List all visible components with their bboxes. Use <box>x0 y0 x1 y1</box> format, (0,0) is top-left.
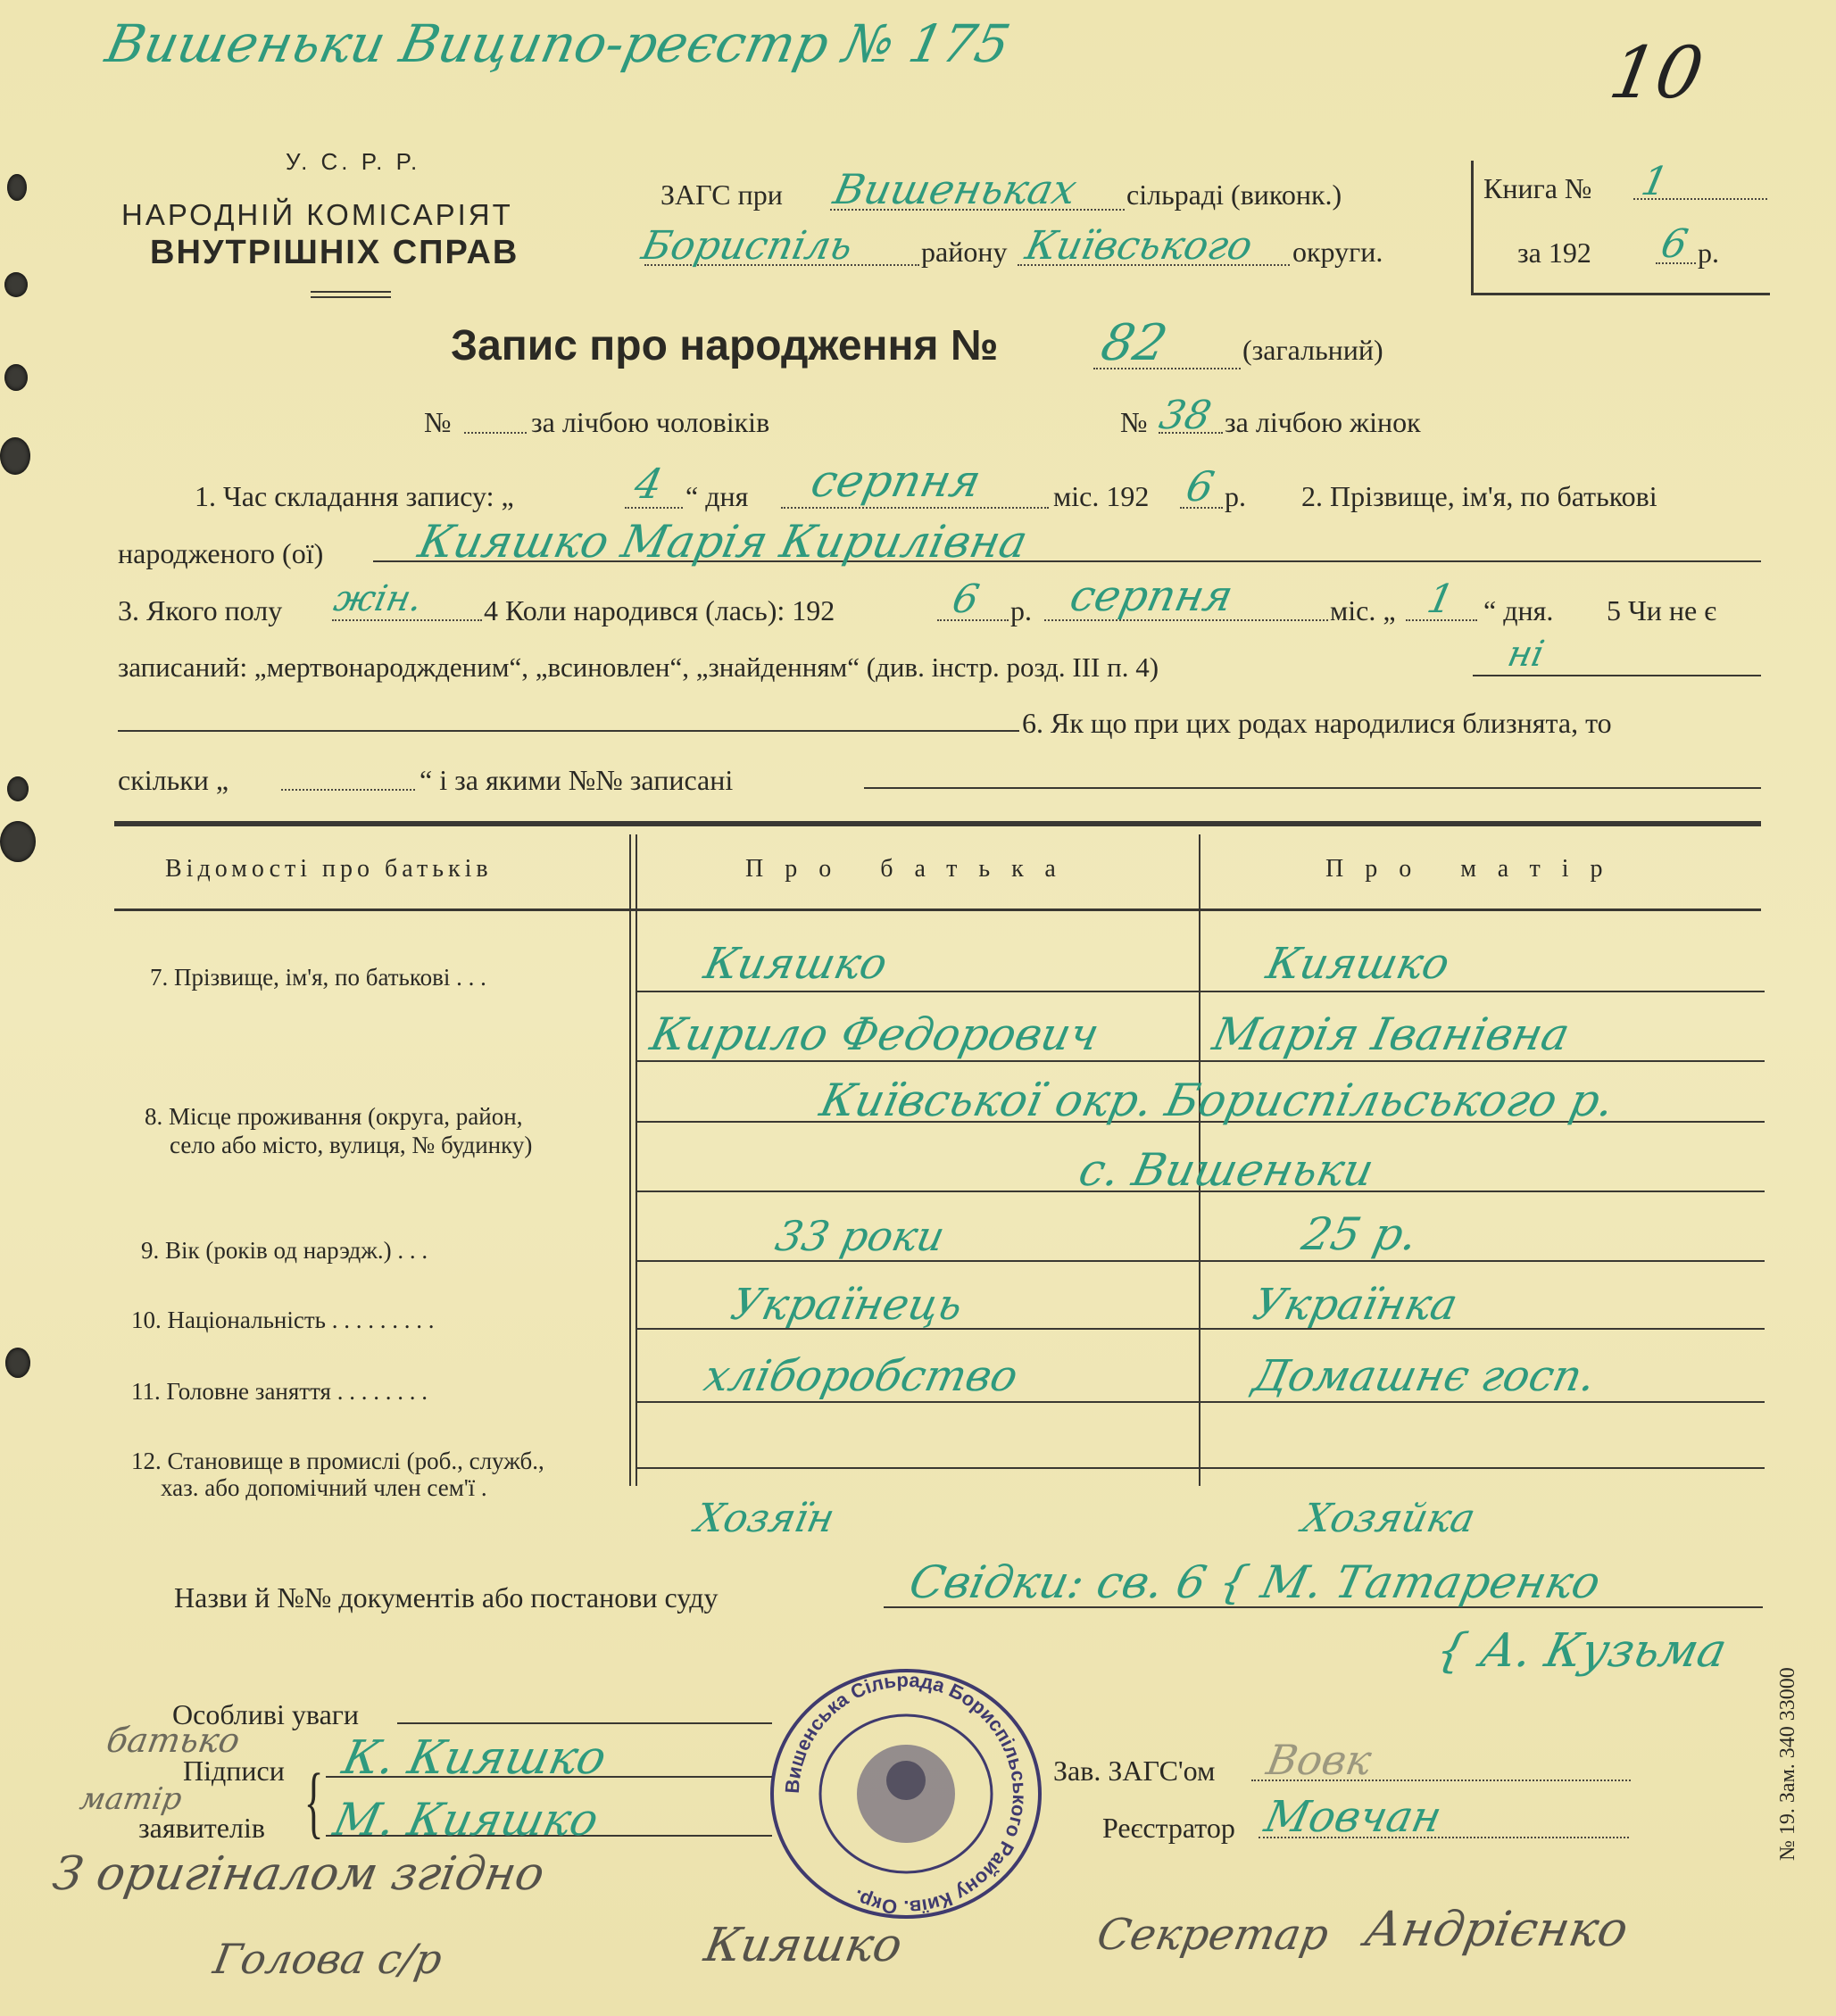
f4-day: 1 <box>1423 577 1458 622</box>
brace: { <box>303 1758 324 1846</box>
zags-village: Вишеньках <box>829 165 1082 213</box>
f6-label-cont2: “ і за якими №№ записані <box>420 764 734 796</box>
zags-head-label: Зав. ЗАГС'ом <box>1053 1755 1216 1787</box>
mother-surname: Кияшко <box>1262 939 1454 989</box>
male-counter-prefix: № <box>424 406 452 438</box>
f6-label-cont1: скільки „ <box>118 764 229 796</box>
f1-label: 1. Час складання запису: „ <box>195 480 514 512</box>
header-rule <box>311 291 391 293</box>
head-label: Голова с/р <box>210 1935 446 1983</box>
female-counter-label: за лічбою жінок <box>1225 406 1421 438</box>
binder-hole <box>5 1348 30 1378</box>
zags-district-suffix: району <box>921 236 1008 268</box>
f1-year-prefix: міс. 192 <box>1053 480 1150 512</box>
secretary-label: Секретар <box>1093 1910 1333 1960</box>
f5-label-cont: записаний: „мертвонароджденим“, „всиновлен“, „знайденням“ (див. інстр. розд. III п. 4) <box>118 651 1159 683</box>
secretary-signature: Андрієнко <box>1360 1901 1632 1957</box>
remarks-label: Особливі уваги <box>172 1698 360 1730</box>
book-year-prefix: за 192 <box>1517 236 1591 269</box>
book-year-suffix: р. <box>1698 236 1719 269</box>
head-signature: Кияшко <box>700 1919 907 1972</box>
f1-year: 6 <box>1182 462 1219 510</box>
f1-month: серпня <box>806 455 986 507</box>
f5-label: 5 Чи не є <box>1607 594 1716 626</box>
record-title-suffix: (загальний) <box>1242 334 1383 366</box>
book-box-left <box>1471 161 1474 295</box>
binder-hole <box>7 776 29 801</box>
documents-line2: { А. Кузьма <box>1431 1624 1732 1678</box>
mother-name: Марія Іванівна <box>1208 1008 1574 1060</box>
row-label-occupation: 11. Головне заняття . . . . . . . . <box>131 1378 428 1405</box>
documents-line1: Свідки: св. 6 { М. Татаренко <box>904 1556 1606 1608</box>
binder-hole <box>4 272 28 297</box>
f1-day: 4 <box>630 460 668 508</box>
f4-label: 4 Коли народився (лась): 192 <box>484 594 835 626</box>
residence-1: Київської окр. Бориспільського р. <box>815 1074 1619 1126</box>
f2-label-cont: народженого (ої) <box>118 537 324 569</box>
top-note: Вишеньки Виципо-реєстр № 175 <box>100 13 1016 74</box>
ussr-line: У. С. Р. Р. <box>286 148 421 175</box>
f4-day-suffix: “ дня. <box>1483 594 1554 626</box>
zags-okrug-suffix: округи. <box>1292 236 1383 268</box>
col-header-father: Про батька <box>745 855 1077 883</box>
book-box-bottom <box>1471 293 1770 295</box>
book-year: 6 <box>1657 221 1692 267</box>
female-counter-number: 38 <box>1155 393 1216 438</box>
father-name: Кирило Федорович <box>645 1008 1104 1060</box>
row-label-status: 12. Становище в промислі (роб., служб., <box>131 1448 544 1474</box>
mother-status: Хозяйка <box>1298 1496 1480 1541</box>
page-mark: 10 <box>1603 31 1709 114</box>
signatures-label-2: заявителів <box>138 1812 265 1844</box>
ministry-line: ВНУТРІШНІХ СПРАВ <box>150 234 519 271</box>
commissariat-line: НАРОДНІЙ КОМІСАРІЯТ <box>121 198 513 231</box>
f4-year: 6 <box>948 577 984 622</box>
f1-year-suffix: р. <box>1225 480 1246 512</box>
f1-day-suffix: “ дня <box>685 480 749 512</box>
father-age: 33 роки <box>771 1212 950 1260</box>
book-number: 1 <box>1637 159 1673 204</box>
table-col-rule <box>629 834 631 1486</box>
f5-value: ні <box>1504 634 1549 675</box>
mother-age: 25 р. <box>1297 1208 1423 1260</box>
row-label-residence: 8. Місце проживання (округа, район, <box>145 1103 523 1130</box>
father-status: Хозяїн <box>691 1496 839 1541</box>
f4-year-suffix: р. <box>1010 594 1032 626</box>
residence-2: с. Вишеньки <box>1074 1144 1379 1196</box>
row-label-name: 7. Прізвище, ім'я, по батькові . . . <box>150 964 486 991</box>
f4-month: серпня <box>1066 571 1238 621</box>
zags-village-suffix: сільраді (виконк.) <box>1126 178 1342 211</box>
record-number: 82 <box>1096 314 1173 372</box>
sig-father: К. Кияшко <box>337 1731 611 1785</box>
table-col-rule <box>636 834 637 1486</box>
f4-month-suffix: міс. „ <box>1330 594 1396 626</box>
col-header-parents: Відомості про батьків <box>165 855 493 883</box>
mother-occupation: Домашнє госп. <box>1249 1351 1600 1401</box>
certification-note: З оригіналом згідно <box>48 1847 549 1901</box>
documents-label: Назви й №№ документів або постанови суду <box>174 1581 719 1614</box>
zags-okrug: Київського <box>1021 223 1257 269</box>
sig-mother: М. Кияшко <box>328 1794 603 1846</box>
male-counter-label: за лічбою чоловіків <box>531 406 770 438</box>
row-label-nationality: 10. Національність . . . . . . . . . <box>131 1307 435 1333</box>
table-header-rule <box>114 908 1761 911</box>
father-occupation: хліборобство <box>700 1351 1023 1401</box>
table-top-rule <box>114 821 1761 826</box>
row-label-status-2: хаз. або допомічний член сем'ї . <box>161 1474 487 1501</box>
f2-label: 2. Прізвище, ім'я, по батькові <box>1301 480 1657 512</box>
f2-name: Кияшко Марія Кирилівна <box>413 516 1033 568</box>
header-rule <box>311 296 391 298</box>
record-title: Запис про народження № <box>451 322 999 369</box>
f6-label: 6. Як що при цих родах народилися близнята, то <box>1022 707 1612 739</box>
registrar-label: Реєстратор <box>1102 1812 1235 1844</box>
zags-district: Бориспіль <box>637 223 857 269</box>
f3-sex: жін. <box>330 578 427 619</box>
father-nationality: Українець <box>727 1280 968 1330</box>
col-header-mother: Про матір <box>1325 855 1624 883</box>
binder-hole <box>7 174 27 201</box>
registrar-sig: Мовчан <box>1260 1792 1447 1842</box>
sig-side-mother: матір <box>77 1781 185 1817</box>
zags-head-sig: Вовк <box>1263 1736 1375 1784</box>
sig-side-father: батько <box>104 1721 244 1760</box>
mother-nationality: Українка <box>1249 1280 1462 1330</box>
binder-hole <box>0 821 36 862</box>
zags-prefix: ЗАГС при <box>660 178 783 211</box>
signatures-label: Підписи <box>183 1755 285 1787</box>
f3-label: 3. Якого полу <box>118 594 283 626</box>
binder-hole <box>4 364 28 391</box>
binder-hole <box>0 437 30 475</box>
book-label: Книга № <box>1483 172 1592 204</box>
father-surname: Кияшко <box>700 939 892 989</box>
female-counter-prefix: № <box>1120 406 1148 438</box>
stamp-text: Вишенська Сільрада Бориспільського Району Київ. Окр. <box>780 1668 1032 1920</box>
row-label-residence-2: село або місто, вулиця, № будинку) <box>170 1132 533 1158</box>
side-print: № 19. Зам. 340 33000 <box>1776 1667 1799 1861</box>
row-label-age: 9. Вік (років од нарэдж.) . . . <box>141 1237 428 1264</box>
official-stamp <box>763 1664 1049 1923</box>
